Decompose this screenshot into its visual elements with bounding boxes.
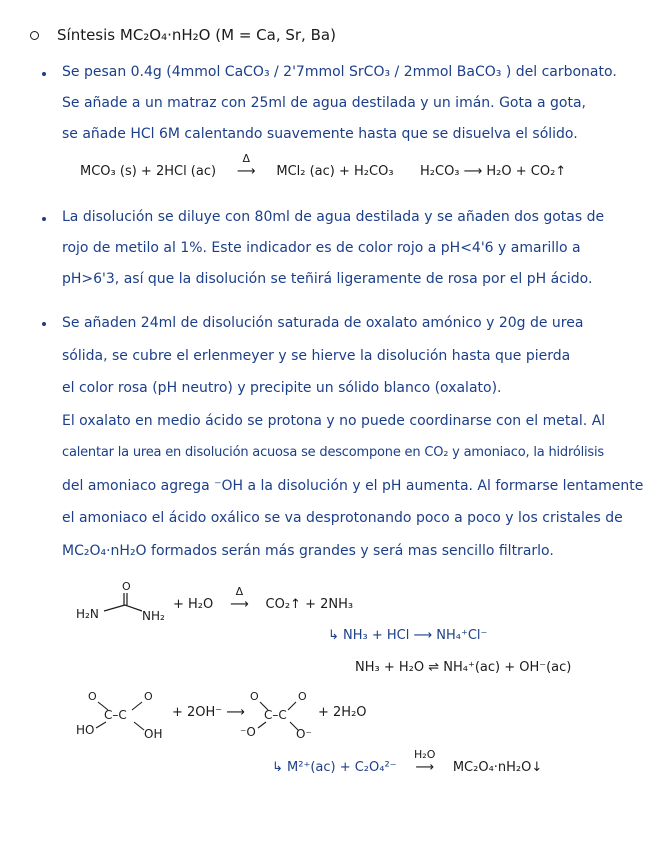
heading-text: Síntesis MC₂O₄·nH₂O (M = Ca, Sr, Ba) xyxy=(57,26,336,44)
equation-left: MCO₃ (s) + 2HCl (ac) xyxy=(80,164,217,179)
hook2-left: ↳ M²⁺(ac) + C₂O₄²⁻ xyxy=(272,760,397,775)
urea-plus-water: + H₂O xyxy=(173,597,214,612)
paragraph-dissolution xyxy=(62,57,632,150)
oxalic-plus-water: + 2H₂O xyxy=(318,705,367,720)
reaction-arrow: Δ ⟶ xyxy=(220,164,272,179)
oxalic-oxygen-left: O xyxy=(88,690,97,703)
urea-structure xyxy=(70,578,180,626)
urea-equation xyxy=(173,585,354,612)
oxalate-o-minus-left: ⁻O xyxy=(240,725,256,739)
text-line: Se añaden 24ml de disolución saturada de oxalato amónico y 20g de urea xyxy=(62,315,584,331)
oxalic-oxygen-right: O xyxy=(144,690,153,703)
text-line: el color rosa (pH neutro) y precipite un sólido blanco (oxalato). xyxy=(62,380,502,396)
bullet-dot-icon xyxy=(42,322,46,326)
bullet-dot-icon xyxy=(42,217,46,221)
text-line: del amoniaco agrega ⁻OH a la disolución y el pH aumenta. Al formarse lentamente xyxy=(62,477,644,494)
urea-products: CO₂↑ + 2NH₃ xyxy=(265,597,354,612)
oxalate-oxygen-right: O xyxy=(298,690,307,703)
text-line: pH>6'3, así que la disolución se teñirá ligeramente de rosa por el pH ácido. xyxy=(62,271,593,287)
text-line: El oxalato en medio ácido se protona y no puede coordinarse con el metal. Al xyxy=(62,412,606,429)
paragraph-oxalate xyxy=(62,307,644,567)
oxalic-plus-oh: + 2OH⁻ ⟶ xyxy=(172,705,245,720)
hcl-neutralization xyxy=(328,628,487,643)
bullet-dot-icon xyxy=(42,72,46,76)
text-line: se añade HCl 6M calentando suavemente hasta que se disuelva el sólido. xyxy=(62,126,578,142)
urea-h2n: H₂N xyxy=(76,607,99,621)
ammonia-equilibrium xyxy=(355,660,571,675)
paragraph-indicator xyxy=(62,202,632,295)
text-line: La disolución se diluye con 80ml de agua destilada y se añaden dos gotas de xyxy=(62,209,605,225)
oxalate-anion-structure xyxy=(238,686,318,740)
section-heading xyxy=(30,26,336,44)
equation-carbonic-acid xyxy=(420,164,566,179)
oxalic-acid-structure xyxy=(70,686,170,740)
arrow-label: Δ xyxy=(235,585,244,598)
oxalic-water-product xyxy=(318,705,367,720)
oxalate-cc: C–C xyxy=(264,708,287,722)
equation-carbonate xyxy=(80,152,394,179)
text-line: sólida, se cubre el erlenmeyer y se hierve la disolución hasta que pierda xyxy=(62,347,571,364)
hook2-right: MC₂O₄·nH₂O↓ xyxy=(452,760,543,775)
oxalic-oh: OH xyxy=(144,727,163,740)
text-line: el amoniaco el ácido oxálico se va desprotonando poco a poco y los cristales de xyxy=(62,510,623,526)
text-line: rojo de metilo al 1%. Este indicador es de color rojo a pH<4'6 y amarillo a xyxy=(62,240,581,256)
precipitation-equation xyxy=(272,748,543,775)
oxalic-cc: C–C xyxy=(104,708,127,722)
equation-second: H₂CO₃ ⟶ H₂O + CO₂↑ xyxy=(420,164,567,179)
text-line: Se añade a un matraz con 25ml de agua destilada y un imán. Gota a gota, xyxy=(62,95,586,111)
urea-oxygen: O xyxy=(122,580,131,593)
ammonia-equation: NH₃ + H₂O ⇌ NH₄⁺(ac) + OH⁻(ac) xyxy=(355,660,572,675)
circle-bullet-icon xyxy=(30,31,39,40)
arrow-label: H₂O xyxy=(414,748,436,761)
urea-nh2: NH₂ xyxy=(142,609,165,623)
oxalic-ho: HO xyxy=(76,723,95,737)
reaction-arrow: H₂O ⟶ xyxy=(401,760,449,775)
arrow-label: Δ xyxy=(242,152,250,165)
oxalate-o-minus-right: O⁻ xyxy=(296,727,312,740)
equation-right: MCl₂ (ac) + H₂CO₃ xyxy=(276,164,394,179)
text-line: calentar la urea en disolución acuosa se descompone en CO₂ y amoniaco, la hidrólisis xyxy=(62,445,604,460)
reaction-arrow: Δ ⟶ xyxy=(217,597,261,612)
text-line: Se pesan 0.4g (4mmol CaCO₃ / 2'7mmol SrCO₃ / 2mmol BaCO₃ ) del carbonato. xyxy=(62,64,617,80)
text-line: MC₂O₄·nH₂O formados serán más grandes y será mas sencillo filtrarlo. xyxy=(62,542,554,559)
hook-equation-1: ↳ NH₃ + HCl ⟶ NH₄⁺Cl⁻ xyxy=(328,628,488,643)
oxalic-plus-hydroxide xyxy=(172,705,245,720)
oxalate-oxygen-left: O xyxy=(250,690,259,703)
